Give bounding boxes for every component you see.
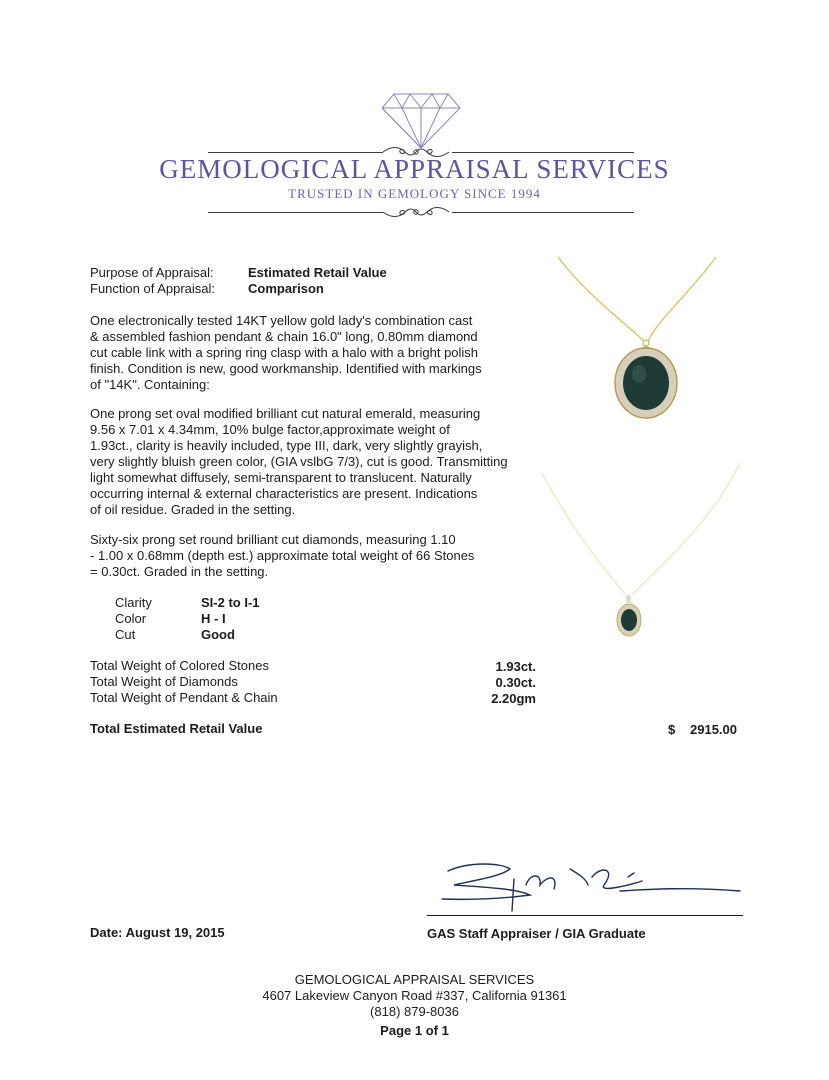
paragraph-line: finish. Condition is new, good workmanship. Identified with markings	[90, 361, 482, 376]
cut-label: Cut	[115, 627, 136, 642]
diamond-logo-icon	[380, 88, 462, 150]
paragraph-line: very slightly bluish green color, (GIA vslbG 7/3), cut is good. Transmitting	[90, 454, 508, 469]
total-value-amount: 2915.00	[690, 722, 737, 737]
signature-line	[427, 915, 743, 916]
function-label: Function of Appraisal:	[90, 281, 216, 296]
bottom-flourish-icon	[381, 205, 451, 219]
header-bottom-rule-left	[208, 212, 383, 213]
diamonds-weight-label: Total Weight of Diamonds	[90, 674, 238, 689]
paragraph-line: of oil residue. Graded in the setting.	[90, 502, 296, 517]
header-top-rule-right	[452, 152, 634, 153]
footer-phone: (818) 879-8036	[370, 1004, 459, 1019]
tagline: TRUSTED IN GEMOLOGY SINCE 1994	[288, 186, 541, 201]
pendant-weight-value: 2.20gm	[491, 691, 536, 706]
color-label: Color	[115, 611, 147, 626]
paragraph-line: One electronically tested 14KT yellow gold lady's combination cast	[90, 313, 473, 328]
function-value: Comparison	[248, 281, 324, 296]
description-paragraph-2	[90, 406, 530, 518]
colored-stones-weight-label: Total Weight of Colored Stones	[90, 658, 269, 673]
cut-value: Good	[201, 627, 235, 642]
description-paragraph-1	[90, 313, 530, 393]
purpose-label: Purpose of Appraisal:	[90, 265, 214, 280]
page-number: Page 1 of 1	[380, 1023, 449, 1038]
paragraph-line: occurring internal & external characteristics are present. Indications	[90, 486, 478, 501]
purpose-value: Estimated Retail Value	[248, 265, 387, 280]
paragraph-line: One prong set oval modified brilliant cut natural emerald, measuring	[90, 406, 481, 421]
footer-address: 4607 Lakeview Canyon Road #337, California 91361	[262, 988, 567, 1003]
color-value: H - I	[201, 611, 226, 626]
pendant-closeup-image	[540, 255, 720, 435]
clarity-value: SI-2 to I-1	[201, 595, 260, 610]
paragraph-line: 1.93ct., clarity is heavily included, type III, dark, very slightly grayish,	[90, 438, 483, 453]
colored-stones-weight-value: 1.93ct.	[495, 659, 536, 674]
pendant-weight-label: Total Weight of Pendant & Chain	[90, 690, 278, 705]
paragraph-line: 9.56 x 7.01 x 4.34mm, 10% bulge factor,approximate weight of	[90, 422, 450, 437]
header-top-rule-left	[208, 152, 383, 153]
pendant-full-view-image	[540, 455, 740, 655]
paragraph-line: = 0.30ct. Graded in the setting.	[90, 564, 269, 579]
paragraph-line: light somewhat diffusely, semi-transparent to translucent. Naturally	[90, 470, 472, 485]
appraiser-title: GAS Staff Appraiser / GIA Graduate	[427, 926, 646, 941]
diamonds-weight-value: 0.30ct.	[495, 675, 536, 690]
footer-company: GEMOLOGICAL APPRAISAL SERVICES	[294, 972, 535, 987]
paragraph-line: of "14K". Containing:	[90, 377, 210, 392]
paragraph-line: - 1.00 x 0.68mm (depth est.) approximate total weight of 66 Stones	[90, 548, 475, 563]
paragraph-line: Sixty-six prong set round brilliant cut diamonds, measuring 1.10	[90, 532, 456, 547]
appraisal-date: Date: August 19, 2015	[90, 925, 225, 940]
currency-symbol: $	[668, 722, 676, 737]
appraiser-signature-image	[430, 855, 750, 920]
clarity-label: Clarity	[115, 595, 152, 610]
company-name: GEMOLOGICAL APPRAISAL SERVICES	[159, 154, 670, 184]
paragraph-line: & assembled fashion pendant & chain 16.0" long, 0.80mm diamond	[90, 329, 478, 344]
description-paragraph-3	[90, 532, 530, 580]
header-bottom-rule-right	[452, 212, 634, 213]
total-value-label: Total Estimated Retail Value	[90, 721, 263, 736]
paragraph-line: cut cable link with a spring ring clasp with a halo with a bright polish	[90, 345, 479, 360]
